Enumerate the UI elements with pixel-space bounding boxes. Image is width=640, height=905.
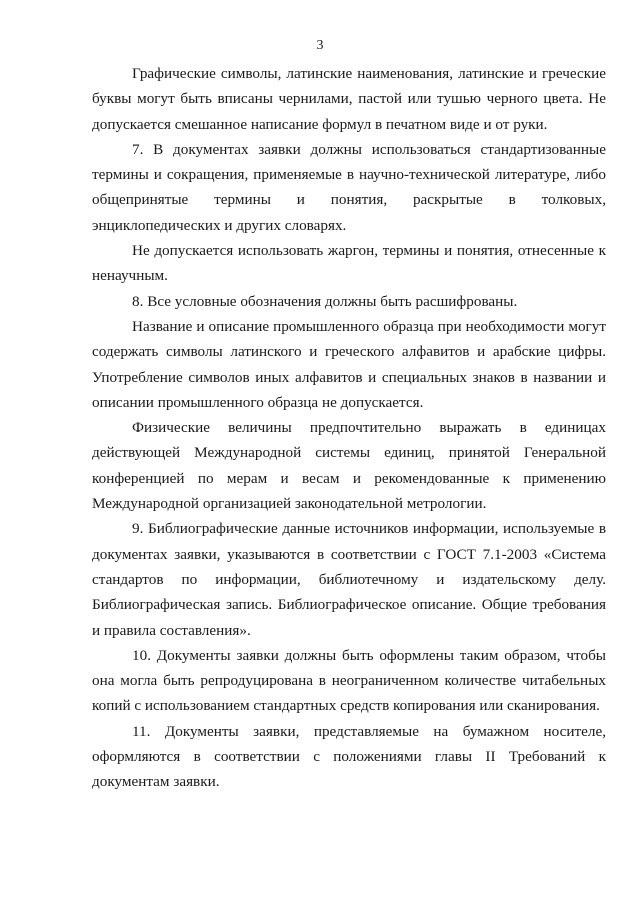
paragraph-10-reproduction: 10. Документы заявки должны быть оформлены таким образом, чтобы она могла быть репродуцирована в неограниченном количестве читабельных копий с использованием стандартных средств копирования или сканирования. [92, 646, 606, 715]
page-number: 3 [316, 38, 324, 53]
paragraph-physical-units: Физические величины предпочтительно выражать в единицах действующей Международной системы единиц, принятой Генеральной конференцией по мерам и весам и рекомендованные к применению Международной организацией законодательной метрологии. [92, 419, 606, 513]
paragraph-9-bibliography: 9. Библиографические данные источников информации, используемые в документах заявки, указываются в соответствии с ГОСТ 7.1-2003 «Система стандартов по информации, библиотечному и издательскому делу. Библиографическая запись. Библиографическое описание. Общие требования и правила составления». [92, 520, 606, 639]
paragraph-7-terms: 7. В документах заявки должны использоваться стандартизованные термины и сокращения, применяемые в научно-технической литературе, либо общепринятые термины и понятия, раскрытые в толковых, энциклопедических и других словарях. [92, 140, 606, 234]
paragraph-symbols: Графические символы, латинские наименования, латинские и греческие буквы могут быть вписаны чернилами, пастой или тушью черного цвета. Не допускается смешанное написание формул в печатном виде и от руки. [92, 65, 606, 133]
paragraph-jargon: Не допускается использовать жаргон, термины и понятия, отнесенные к ненаучным. [92, 242, 606, 285]
document-body [92, 61, 606, 795]
paragraph-8-symbols: 8. Все условные обозначения должны быть расшифрованы. [132, 292, 518, 310]
paragraph-11-paper: 11. Документы заявки, представляемые на бумажном носителе, оформляются в соответствии с положениями главы II Требований к документам заявки. [92, 722, 606, 791]
paragraph-design-name: Название и описание промышленного образца при необходимости могут содержать символы латинского и греческого алфавитов и арабские цифры. Употребление символов иных алфавитов и специальных знаков в названии и описании промышленного образца не допускается. [92, 317, 606, 411]
